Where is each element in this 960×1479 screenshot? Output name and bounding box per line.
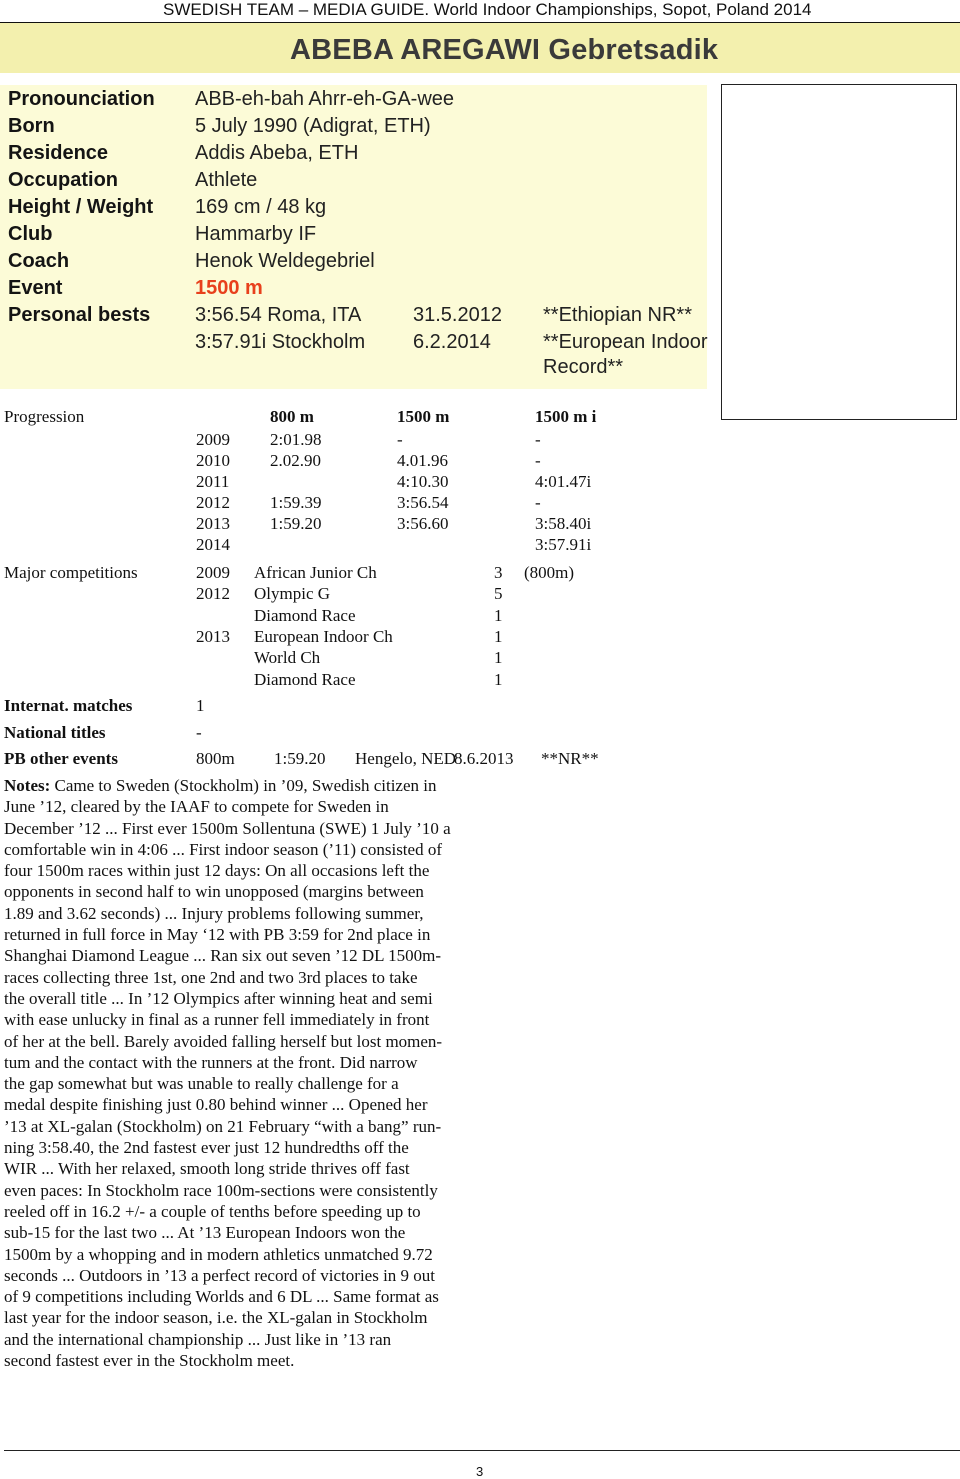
internat-matches-value: 1 — [196, 696, 205, 715]
info-value: Addis Abeba, ETH — [195, 142, 359, 164]
notes-line: ning 3:58.40, the 2nd fastest ever just 12 hundredths off the — [4, 1138, 409, 1158]
notes-line: medal despite finishing just 0.80 behind winner ... Opened her — [4, 1095, 428, 1115]
info-value: 169 cm / 48 kg — [195, 196, 327, 218]
pb-other-date: 8.6.2013 — [454, 749, 514, 768]
competition-note: (800m) — [524, 563, 575, 582]
progression-cell: 3:56.60 — [397, 514, 449, 533]
progression-year: 2011 — [196, 472, 230, 491]
progression-cell: - — [397, 430, 403, 449]
progression-cell: 3:57.91i — [535, 535, 592, 554]
notes-line: ’13 at XL-galan (Stockholm) on 21 February “with a bang” run- — [4, 1116, 442, 1136]
progression-cell: 2:01.98 — [270, 430, 322, 449]
name-banner — [0, 22, 960, 73]
progression-cell: - — [535, 493, 541, 512]
notes-line: opponents in second half to win unopposed (margins between — [4, 882, 424, 902]
competition-place: 1 — [494, 670, 503, 689]
progression-cell: 4:01.47i — [535, 472, 592, 491]
info-label: Event — [8, 277, 63, 299]
info-label: Club — [8, 223, 53, 245]
competition-event: Olympic G — [254, 584, 331, 603]
progression-header-1500i: 1500 m i — [535, 407, 597, 426]
progression-cell: 4.01.96 — [397, 451, 448, 470]
competition-place: 3 — [494, 563, 503, 582]
competition-event: Diamond Race — [254, 670, 356, 689]
progression-year: 2010 — [196, 451, 230, 470]
pb-other-mark: 1:59.20 — [274, 749, 326, 768]
notes-line-first — [4, 775, 509, 796]
major-competitions-label: Major competitions — [4, 563, 138, 582]
notes-line: with ease unlucky in final as a runner fell immediately in front — [4, 1010, 430, 1030]
competition-place: 5 — [494, 584, 503, 603]
notes-line: reeled off in 16.2 +/- a couple of tenths before speeding up to — [4, 1201, 421, 1221]
competition-year: 2013 — [196, 627, 230, 646]
notes-line: comfortable win in 4:06 ... First indoor season (’11) consisted of — [4, 839, 442, 859]
info-label: Height / Weight — [8, 196, 154, 218]
competition-event: Diamond Race — [254, 606, 356, 625]
progression-year: 2014 — [196, 535, 230, 554]
info-value: Athlete — [195, 169, 258, 191]
progression-year: 2009 — [196, 430, 230, 449]
notes-line: of her at the bell. Barely avoided falling herself but lost momen- — [4, 1031, 443, 1051]
progression-year: 2012 — [196, 493, 230, 512]
pb-other-note: **NR** — [541, 749, 599, 768]
pb-note: **European Indoor — [543, 331, 708, 353]
progression-cell: 2.02.90 — [270, 451, 321, 470]
info-label: Coach — [8, 250, 70, 272]
progression-cell: - — [535, 430, 541, 449]
progression-cell: 3:56.54 — [397, 493, 449, 512]
progression-header-1500: 1500 m — [397, 407, 450, 426]
competition-event: World Ch — [254, 648, 321, 667]
competition-year: 2009 — [196, 563, 230, 582]
notes-line: even paces: In Stockholm race 100m-sections were consistently — [4, 1180, 438, 1200]
competition-place: 1 — [494, 606, 503, 625]
pb-other-event: 800m — [196, 749, 235, 768]
notes-line: sub-15 for the last two ... At ’13 European Indoors won the — [4, 1223, 406, 1243]
notes-block — [4, 775, 509, 1371]
notes-line: June ’12, cleared by the IAAF to compete for Sweden in — [4, 797, 389, 817]
notes-line: four 1500m races within just 12 days: On all occasions left the — [4, 861, 430, 881]
notes-line: of 9 competitions including Worlds and 6 DL ... Same format as — [4, 1287, 439, 1307]
progression-label: Progression — [4, 407, 85, 426]
pb-other-label: PB other events — [4, 749, 118, 768]
pb-other-place: Hengelo, NED — [355, 749, 457, 768]
national-titles-value: - — [196, 723, 202, 742]
athlete-name: ABEBA AREGAWI Gebretsadik — [290, 34, 719, 66]
national-titles-label: National titles — [4, 723, 106, 742]
pb-mark: 3:56.54 Roma, ITA — [195, 304, 362, 326]
notes-line: races collecting three 1st, one 2nd and two 3rd places to take — [4, 967, 418, 987]
notes-line: WIR ... With her relaxed, smooth long stride thrives off fast — [4, 1159, 410, 1179]
info-value: ABB-eh-bah Ahrr-eh-GA-wee — [195, 88, 455, 110]
notes-line: last year for the indoor season, i.e. the XL-galan in Stockholm — [4, 1308, 428, 1328]
info-value: Henok Weldegebriel — [195, 250, 375, 272]
info-label: Personal bests — [8, 304, 151, 326]
page-header: SWEDISH TEAM – MEDIA GUIDE. World Indoor Championships, Sopot, Poland 2014 — [163, 0, 812, 19]
progression-cell: 3:58.40i — [535, 514, 592, 533]
pb-note-continued: Record** — [543, 356, 624, 378]
competition-place: 1 — [494, 648, 503, 667]
info-label: Born — [8, 115, 55, 137]
footer-rule — [4, 1450, 960, 1451]
notes-line: seconds ... Outdoors in ’13 a perfect record of victories in 9 out — [4, 1265, 436, 1285]
competition-event: African Junior Ch — [254, 563, 377, 582]
progression-cell: 1:59.39 — [270, 493, 322, 512]
info-label: Residence — [8, 142, 109, 164]
progression-cell: 4:10.30 — [397, 472, 449, 491]
pb-mark: 3:57.91i Stockholm — [195, 331, 366, 353]
pb-date: 31.5.2012 — [413, 304, 502, 326]
notes-label: Notes: — [4, 776, 51, 795]
info-box — [0, 85, 707, 389]
competition-event: European Indoor Ch — [254, 627, 393, 646]
notes-line: December ’12 ... First ever 1500m Sollentuna (SWE) 1 July ’10 a — [4, 818, 451, 838]
notes-line: and the international championship ... Just like in ’13 ran — [4, 1329, 392, 1349]
progression-cell: - — [535, 451, 541, 470]
notes-line: the overall title ... In ’12 Olympics after winning heat and semi — [4, 988, 433, 1008]
info-value: 5 July 1990 (Adigrat, ETH) — [195, 115, 431, 137]
progression-cell: 1:59.20 — [270, 514, 322, 533]
notes-line: Came to Sweden (Stockholm) in ’09, Swedish citizen in — [50, 776, 437, 795]
notes-line: 1500m by a whopping and in modern athletics unmatched 9.72 — [4, 1244, 433, 1264]
page-number: 3 — [476, 1464, 484, 1479]
competition-year: 2012 — [196, 584, 230, 603]
info-label: Pronounciation — [8, 88, 155, 110]
athlete-photo-frame — [721, 84, 957, 420]
event-value: 1500 m — [195, 277, 263, 299]
progression-year: 2013 — [196, 514, 230, 533]
notes-line: returned in full force in May ‘12 with PB 3:59 for 2nd place in — [4, 925, 431, 945]
info-label: Occupation — [8, 169, 119, 191]
notes-line: the gap somewhat but was unable to really challenge for a — [4, 1074, 399, 1094]
info-value: Hammarby IF — [195, 223, 317, 245]
notes-line: Shanghai Diamond League ... Ran six out seven ’12 DL 1500m- — [4, 946, 442, 966]
pb-note: **Ethiopian NR** — [543, 304, 692, 326]
notes-line: second fastest ever in the Stockholm meet. — [4, 1351, 295, 1371]
progression-header-800: 800 m — [270, 407, 314, 426]
notes-line: 1.89 and 3.62 seconds) ... Injury problems following summer, — [4, 903, 424, 923]
internat-matches-label: Internat. matches — [4, 696, 133, 715]
competition-place: 1 — [494, 627, 503, 646]
pb-date: 6.2.2014 — [413, 331, 491, 353]
notes-line: tum and the contact with the runners at the front. Did narrow — [4, 1052, 418, 1072]
